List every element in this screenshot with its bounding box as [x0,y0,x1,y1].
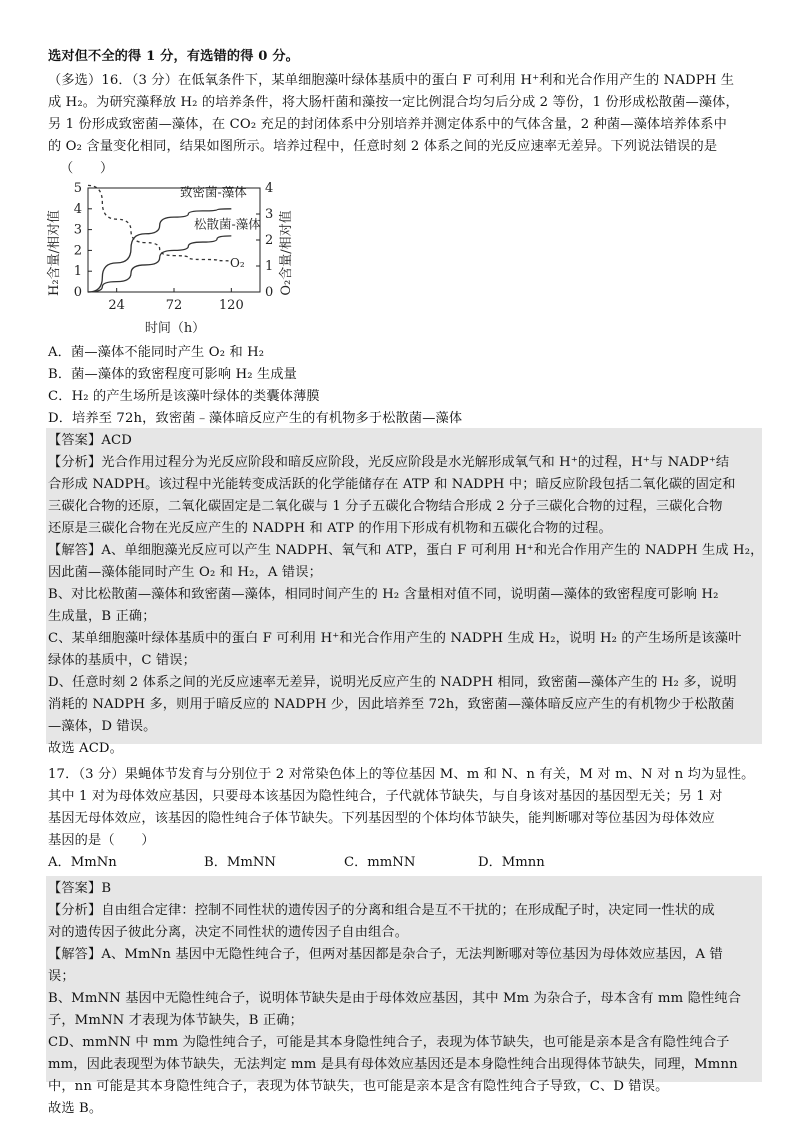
solution-16-line: —藻体，D 错误。 [48,719,157,734]
x-tick-label: 120 [218,298,244,313]
analysis-16-line: 还原是三碳化合物在光反应产生的 NADPH 和 ATP 的作用下形成有机物和五碳化合物的过程。 [48,521,612,536]
y-left-tick-label: 2 [73,243,82,259]
x-tick-label: 72 [165,298,183,313]
solution-17-line: B、MmNN 基因中无隐性纯合子，说明体节缺失是由于母体效应基因，其中 Mm 为杂合子，母本含有 mm 隐性纯合 [48,991,742,1006]
solution-16-line: 故选 ACD。 [48,741,123,756]
plot-frame [88,188,260,292]
answer-16: 【答案】ACD [48,433,132,448]
solution-17-line: 中，nn 可能是其本身隐性纯合子，表现为体节缺失，也可能是亲本是含有隐性纯合子导致，C、D 错误。 [48,1079,669,1094]
y-right-axis-label: O₂含量/相对值 [279,210,294,296]
y-right-tick-label: 2 [265,233,274,248]
option-a: A．MmNn [48,855,117,870]
y-left-tick-label: 1 [73,264,82,280]
solution-16-line: C、某单细胞藻叶绿体基质中的蛋白 F 可利用 H⁺和光合作用产生的 NADPH 生成 H₂，说明 H₂ 的产生场所是该藻叶 [48,631,742,646]
analysis-16-line: 【分析】光合作用过程分为光反应阶段和暗反应阶段，光反应阶段是水光解形成氧气和 H⁺的过程，H⁺与 NADP⁺结 [48,455,730,470]
section-header: 选对但不全的得 1 分，有选错的得 0 分。 [48,49,300,64]
y-left-tick-label: 5 [73,181,82,196]
series-label-o2: O₂ [230,255,245,270]
y-left-tick-label: 4 [73,201,82,217]
question-16-line: （多选）16．（3 分）在低氧条件下，某单细胞藻叶绿体基质中的蛋白 F 可利用 H⁺利和光合作用产生的 NADPH 生 [48,73,735,88]
question-16-line: 的 O₂ 含量变化相同，结果如图所示。培养过程中，任意时刻 2 体系之间的光反应速率无差异。下列说法错误的是 [48,139,718,154]
solution-16-line: 生成量，B 正确； [48,609,156,624]
question-16-line: 成 H₂。为研究藻释放 H₂ 的培养条件，将大肠杆菌和藻按一定比例混合均匀后分成 2 等份，1 份形成松散菌—藻体， [48,95,739,110]
solution-17-line: 误； [48,969,75,984]
x-axis-label: 时间（h） [144,321,206,336]
solution-16-line: 绿体的基质中，C 错误； [48,653,196,668]
y-right-tick-label: 0 [265,285,274,300]
solution-16-line: 因此菌—藻体能同时产生 O₂ 和 H₂，A 错误； [48,565,322,580]
solution-17-line: 【解答】A、MmNn 基因中无隐性纯合子，但两对基因都是杂合子，无法判断哪对等位基因为母体效应基因，A 错 [48,947,723,962]
y-right-tick-label: 3 [265,207,274,222]
question-17-line: 17．（3 分）果蝇体节发育与分别位于 2 对常染色体上的等位基因 M、m 和 N、n 有关，M 对 m、N 对 n 均为显性。 [48,767,755,782]
question-16-line: 另 1 份形成致密菌—藻体，在 CO₂ 充足的封闭体系中分别培养并测定体系中的气体含量，2 种菌—藻体培养体系中 [48,117,727,132]
question-17-line: 基因的是（ ） [48,833,155,848]
option-c: C．H₂ 的产生场所是该藻叶绿体的类囊体薄膜 [48,389,320,404]
option-b: B．菌—藻体的致密程度可影响 H₂ 生成量 [48,367,298,382]
solution-17-line: mm，因此表现型为体节缺失，无法判定 mm 是具有母体效应基因还是本身隐性纯合出现得体节缺失，同理，Mmnn [48,1057,738,1072]
analysis-16-line: 三碳化合物的还原，二氧化碳固定是二氧化碳与 1 分子五碳化合物结合形成 2 分子三碳化合物的过程，三碳化合物 [48,499,723,514]
analysis-17-line: 对的遗传因子彼此分离，决定不同性状的遗传因子自由组合。 [48,925,409,940]
solution-17-line: CD、mmNN 中 mm 为隐性纯合子，可能是其本身隐性纯合子，表现为体节缺失，也可能是亲本是含有隐性纯合子 [48,1035,730,1050]
y-left-tick-label: 0 [73,285,82,300]
h2-o2-chart [44,178,304,338]
solution-17-line: 子，MmNN 才表现为体节缺失，B 正确； [48,1013,303,1028]
solution-17-line: 故选 B。 [48,1101,103,1116]
option-c: C．mmNN [344,855,416,870]
analysis-17-line: 【分析】自由组合定律：控制不同性状的遗传因子的分离和组合是互不干扰的；在形成配子时，决定同一性状的成 [48,903,715,918]
solution-16-line: 【解答】A、单细胞藻光反应可以产生 NADPH、氧气和 ATP，蛋白 F 可利用 H⁺和光合作用产生的 NADPH 生成 H₂， [48,543,764,558]
y-left-axis-label: H₂含量/相对值 [47,210,62,296]
y-left-tick-label: 3 [73,222,82,238]
series-label-dense: 致密菌-藻体 [180,184,247,200]
question-17-line: 其中 1 对为母体效应基因，只要母本该基因为隐性纯合，子代就体节缺失，与自身该对基因的基因型无关；另 1 对 [48,789,723,804]
solution-16-line: D、任意时刻 2 体系之间的光反应速率无差异，说明光反应产生的 NADPH 相同，致密菌—藻体产生的 H₂ 多，说明 [48,675,737,690]
solution-16-line: 消耗的 NADPH 多，则用于暗反应的 NADPH 少，因此培养至 72h，致密菌—藻体暗反应产生的有机物少于松散菌 [48,697,735,712]
y-right-tick-label: 4 [265,181,274,196]
question-17-line: 基因无母体效应，该基因的隐性纯合子体节缺失。下列基因型的个体均体节缺失，能判断哪对等位基因为母体效应 [48,811,715,826]
x-tick-label: 24 [108,298,125,313]
answer-17: 【答案】B [48,881,112,896]
solution-16-line: B、对比松散菌—藻体和致密菌—藻体，相同时间产生的 H₂ 含量相对值不同，说明菌—藻体的致密程度可影响 H₂ [48,587,719,602]
series-label-loose: 松散菌-藻体 [194,216,261,232]
option-d: D．Mmnn [478,855,545,870]
option-d: D．培养至 72h，致密菌﹣藻体暗反应产生的有机物多于松散菌—藻体 [48,411,463,426]
option-a: A．菌—藻体不能同时产生 O₂ 和 H₂ [48,345,265,360]
y-right-tick-label: 1 [265,259,274,274]
option-b: B．MmNN [204,855,276,870]
question-16-line: （ ） [60,161,114,176]
analysis-16-line: 合形成 NADPH。该过程中光能转变成活跃的化学能储存在 ATP 和 NADPH 中；暗反应阶段包括二氧化碳的固定和 [48,477,736,492]
